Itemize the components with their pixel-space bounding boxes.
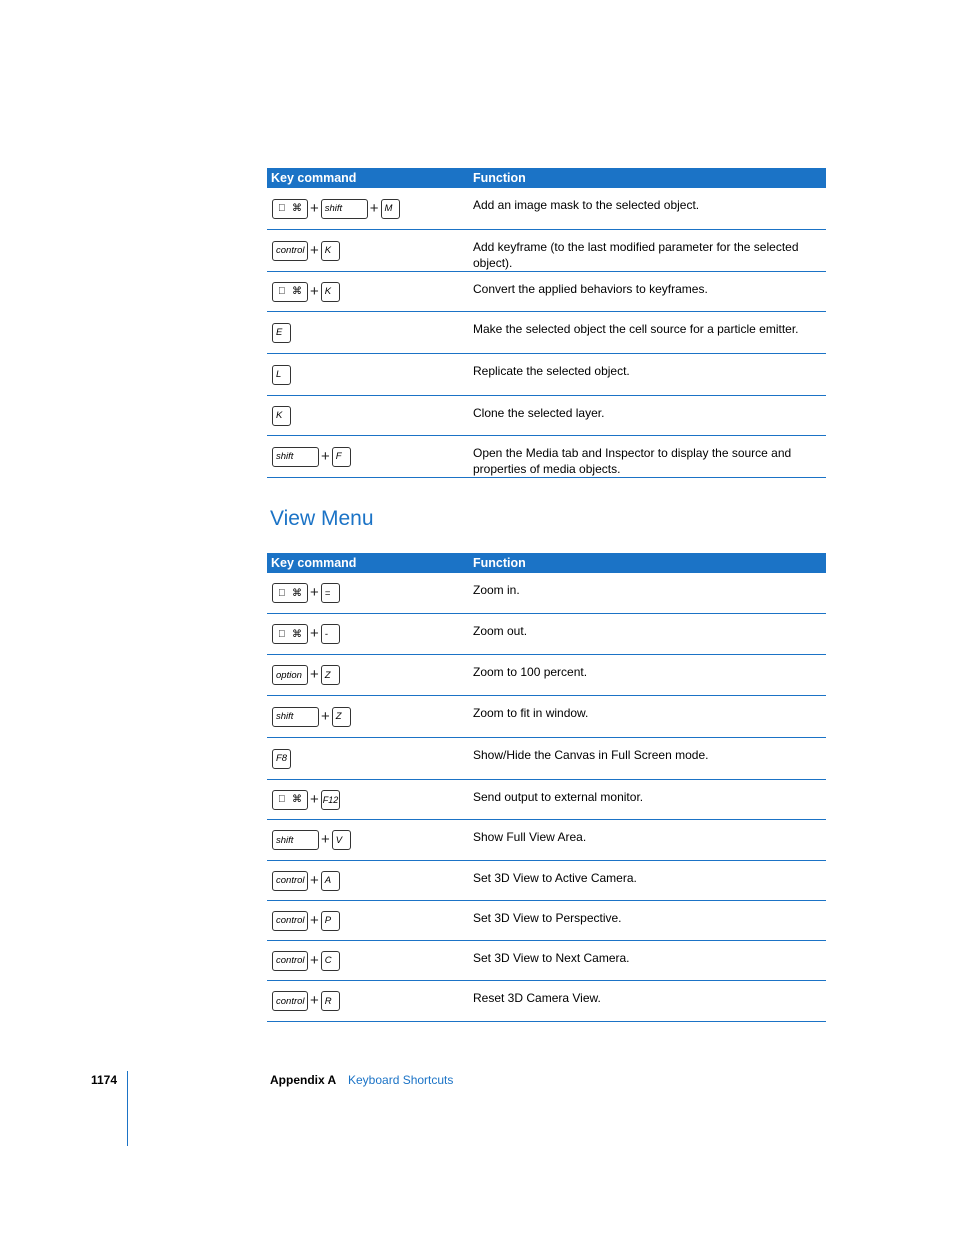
key-combination: [267, 901, 470, 940]
key-label: F12: [322, 794, 339, 805]
command-key-icon: [272, 199, 308, 219]
command-symbol-icon: ⌘: [292, 587, 302, 599]
key-combination: [267, 230, 470, 271]
key-label: -: [324, 628, 328, 640]
plus-sign: +: [310, 871, 319, 889]
key-combination: [267, 696, 470, 737]
key-sym: [321, 624, 340, 644]
key-k: [321, 282, 340, 302]
plus-sign: +: [310, 584, 319, 601]
function-description: Set 3D View to Active Camera.: [473, 871, 637, 885]
shift-key: [321, 199, 368, 219]
command-symbol-icon: ⌘: [292, 628, 302, 640]
function-description: Replicate the selected object.: [473, 364, 630, 378]
plus-sign: +: [310, 282, 319, 300]
control-key: [272, 991, 308, 1011]
function-description: Show Full View Area.: [473, 830, 587, 844]
key-label: Z: [335, 711, 342, 722]
key-label: shift: [324, 203, 343, 214]
shift-key: [272, 447, 319, 467]
function-description: Add keyframe (to the last modified parameter for the selected object).: [473, 240, 799, 270]
key-sym: [321, 583, 340, 603]
table-row: [267, 354, 826, 396]
key-f: [332, 447, 351, 467]
key-combination: [267, 396, 470, 435]
key-e: [272, 323, 291, 343]
header-key-command: Key command: [271, 556, 357, 570]
key-f8: [272, 749, 291, 769]
table-row: [267, 436, 826, 478]
table-row: [267, 272, 826, 312]
key-z: [332, 707, 351, 727]
function-description: Zoom to fit in window.: [473, 706, 589, 720]
key-combination: [267, 573, 470, 613]
plus-sign: +: [321, 447, 330, 465]
function-description: Convert the applied behaviors to keyframes.: [473, 282, 708, 296]
key-combination: [267, 780, 470, 819]
key-combination: [267, 655, 470, 695]
key-a: [321, 871, 340, 891]
key-l: [272, 365, 291, 385]
key-combination: [267, 738, 470, 779]
table-row: [267, 941, 826, 981]
plus-sign: +: [310, 951, 319, 969]
key-combination: [267, 354, 470, 395]
function-description: Show/Hide the Canvas in Full Screen mode.: [473, 748, 709, 762]
control-key: [272, 871, 308, 891]
apple-icon: [278, 286, 286, 297]
key-label: K: [276, 410, 283, 421]
key-label: C: [324, 955, 332, 966]
function-description: Clone the selected layer.: [473, 406, 605, 420]
key-label: control: [276, 995, 305, 1007]
f12-key: [321, 790, 340, 810]
command-key-icon: [272, 282, 308, 302]
key-label: Z: [324, 669, 331, 681]
table-row: [267, 820, 826, 861]
function-description: Zoom in.: [473, 583, 520, 597]
plus-sign: +: [310, 625, 319, 642]
key-m: [381, 199, 400, 219]
key-label: shift: [276, 834, 294, 846]
command-key-icon: [272, 790, 308, 810]
function-description: Add an image mask to the selected object.: [473, 198, 700, 212]
key-label: F: [335, 451, 342, 462]
apple-icon: [278, 629, 286, 640]
table-row: [267, 396, 826, 436]
key-r: [321, 991, 340, 1011]
key-combination: [267, 941, 470, 980]
table-row: [267, 312, 826, 354]
plus-sign: +: [321, 707, 330, 725]
apple-icon: [278, 203, 286, 214]
key-command-table-1: [267, 168, 826, 478]
footer-chapter-link[interactable]: Keyboard Shortcuts: [348, 1073, 454, 1087]
plus-sign: +: [310, 199, 319, 217]
key-label: control: [276, 245, 305, 256]
table-row: [267, 696, 826, 738]
key-label: shift: [276, 451, 294, 462]
plus-sign: +: [310, 241, 319, 259]
function-description: Send output to external monitor.: [473, 790, 644, 804]
key-label: A: [324, 875, 332, 886]
function-description: Open the Media tab and Inspector to display the source and properties of media objects.: [473, 446, 792, 476]
key-label: control: [276, 955, 305, 966]
key-label: shift: [276, 711, 294, 722]
key-label: L: [276, 369, 282, 380]
shift-key: [272, 707, 319, 727]
key-label: option: [276, 669, 302, 681]
key-label: control: [276, 915, 305, 926]
key-label: M: [384, 203, 393, 214]
plus-sign: +: [310, 790, 319, 808]
table-header: [267, 553, 826, 573]
key-k: [272, 406, 291, 426]
key-label: =: [324, 587, 331, 599]
key-label: K: [324, 286, 332, 297]
table-row: [267, 655, 826, 696]
function-description: Reset 3D Camera View.: [473, 991, 601, 1005]
table-row: [267, 188, 826, 230]
command-key-icon: [272, 624, 308, 644]
page-number: 1174: [91, 1073, 118, 1087]
header-function: Function: [473, 556, 526, 570]
key-combination: [267, 820, 470, 860]
key-command-table-2: [267, 553, 826, 1022]
key-label: control: [276, 875, 305, 886]
plus-sign: +: [310, 666, 319, 683]
function-description: Make the selected object the cell source for a particle emitter.: [473, 322, 799, 336]
footer-appendix: Appendix A: [270, 1073, 337, 1087]
control-key: [272, 241, 308, 261]
table-row: [267, 573, 826, 614]
apple-icon: [278, 588, 286, 599]
command-symbol-icon: ⌘: [292, 794, 302, 805]
plus-sign: +: [321, 831, 330, 848]
plus-sign: +: [310, 911, 319, 929]
key-combination: [267, 614, 470, 654]
key-p: [321, 911, 340, 931]
command-symbol-icon: ⌘: [292, 286, 302, 297]
key-c: [321, 951, 340, 971]
header-key-command: Key command: [271, 171, 357, 185]
key-label: R: [324, 995, 332, 1007]
apple-icon: [278, 794, 286, 805]
table-row: [267, 230, 826, 272]
footer-divider: [127, 1071, 128, 1146]
option-key: [272, 665, 308, 685]
table-row: [267, 861, 826, 901]
key-label: P: [324, 915, 332, 926]
key-combination: [267, 312, 470, 353]
key-label: E: [276, 327, 283, 338]
table-header: [267, 168, 826, 188]
plus-sign: +: [369, 199, 379, 217]
control-key: [272, 951, 308, 971]
key-combination: [267, 436, 470, 477]
key-combination: [267, 272, 470, 311]
function-description: Set 3D View to Next Camera.: [473, 951, 630, 965]
key-z: [321, 665, 340, 685]
key-label: K: [324, 245, 332, 256]
command-key-icon: [272, 583, 308, 603]
function-description: Zoom to 100 percent.: [473, 665, 588, 679]
plus-sign: +: [310, 992, 319, 1009]
function-description: Zoom out.: [473, 624, 528, 638]
key-combination: [267, 861, 470, 900]
control-key: [272, 911, 308, 931]
table-row: [267, 614, 826, 655]
table-row: [267, 981, 826, 1022]
function-description: Set 3D View to Perspective.: [473, 911, 622, 925]
table-row: [267, 780, 826, 820]
key-v: [332, 830, 351, 850]
key-k: [321, 241, 340, 261]
command-symbol-icon: ⌘: [292, 203, 302, 214]
shift-key: [272, 830, 319, 850]
key-combination: [267, 188, 470, 229]
key-label: V: [335, 834, 343, 846]
header-function: Function: [473, 171, 526, 185]
section-title: View Menu: [270, 507, 374, 530]
key-label: F8: [276, 753, 288, 764]
table-row: [267, 738, 826, 780]
table-row: [267, 901, 826, 941]
key-combination: [267, 981, 470, 1021]
